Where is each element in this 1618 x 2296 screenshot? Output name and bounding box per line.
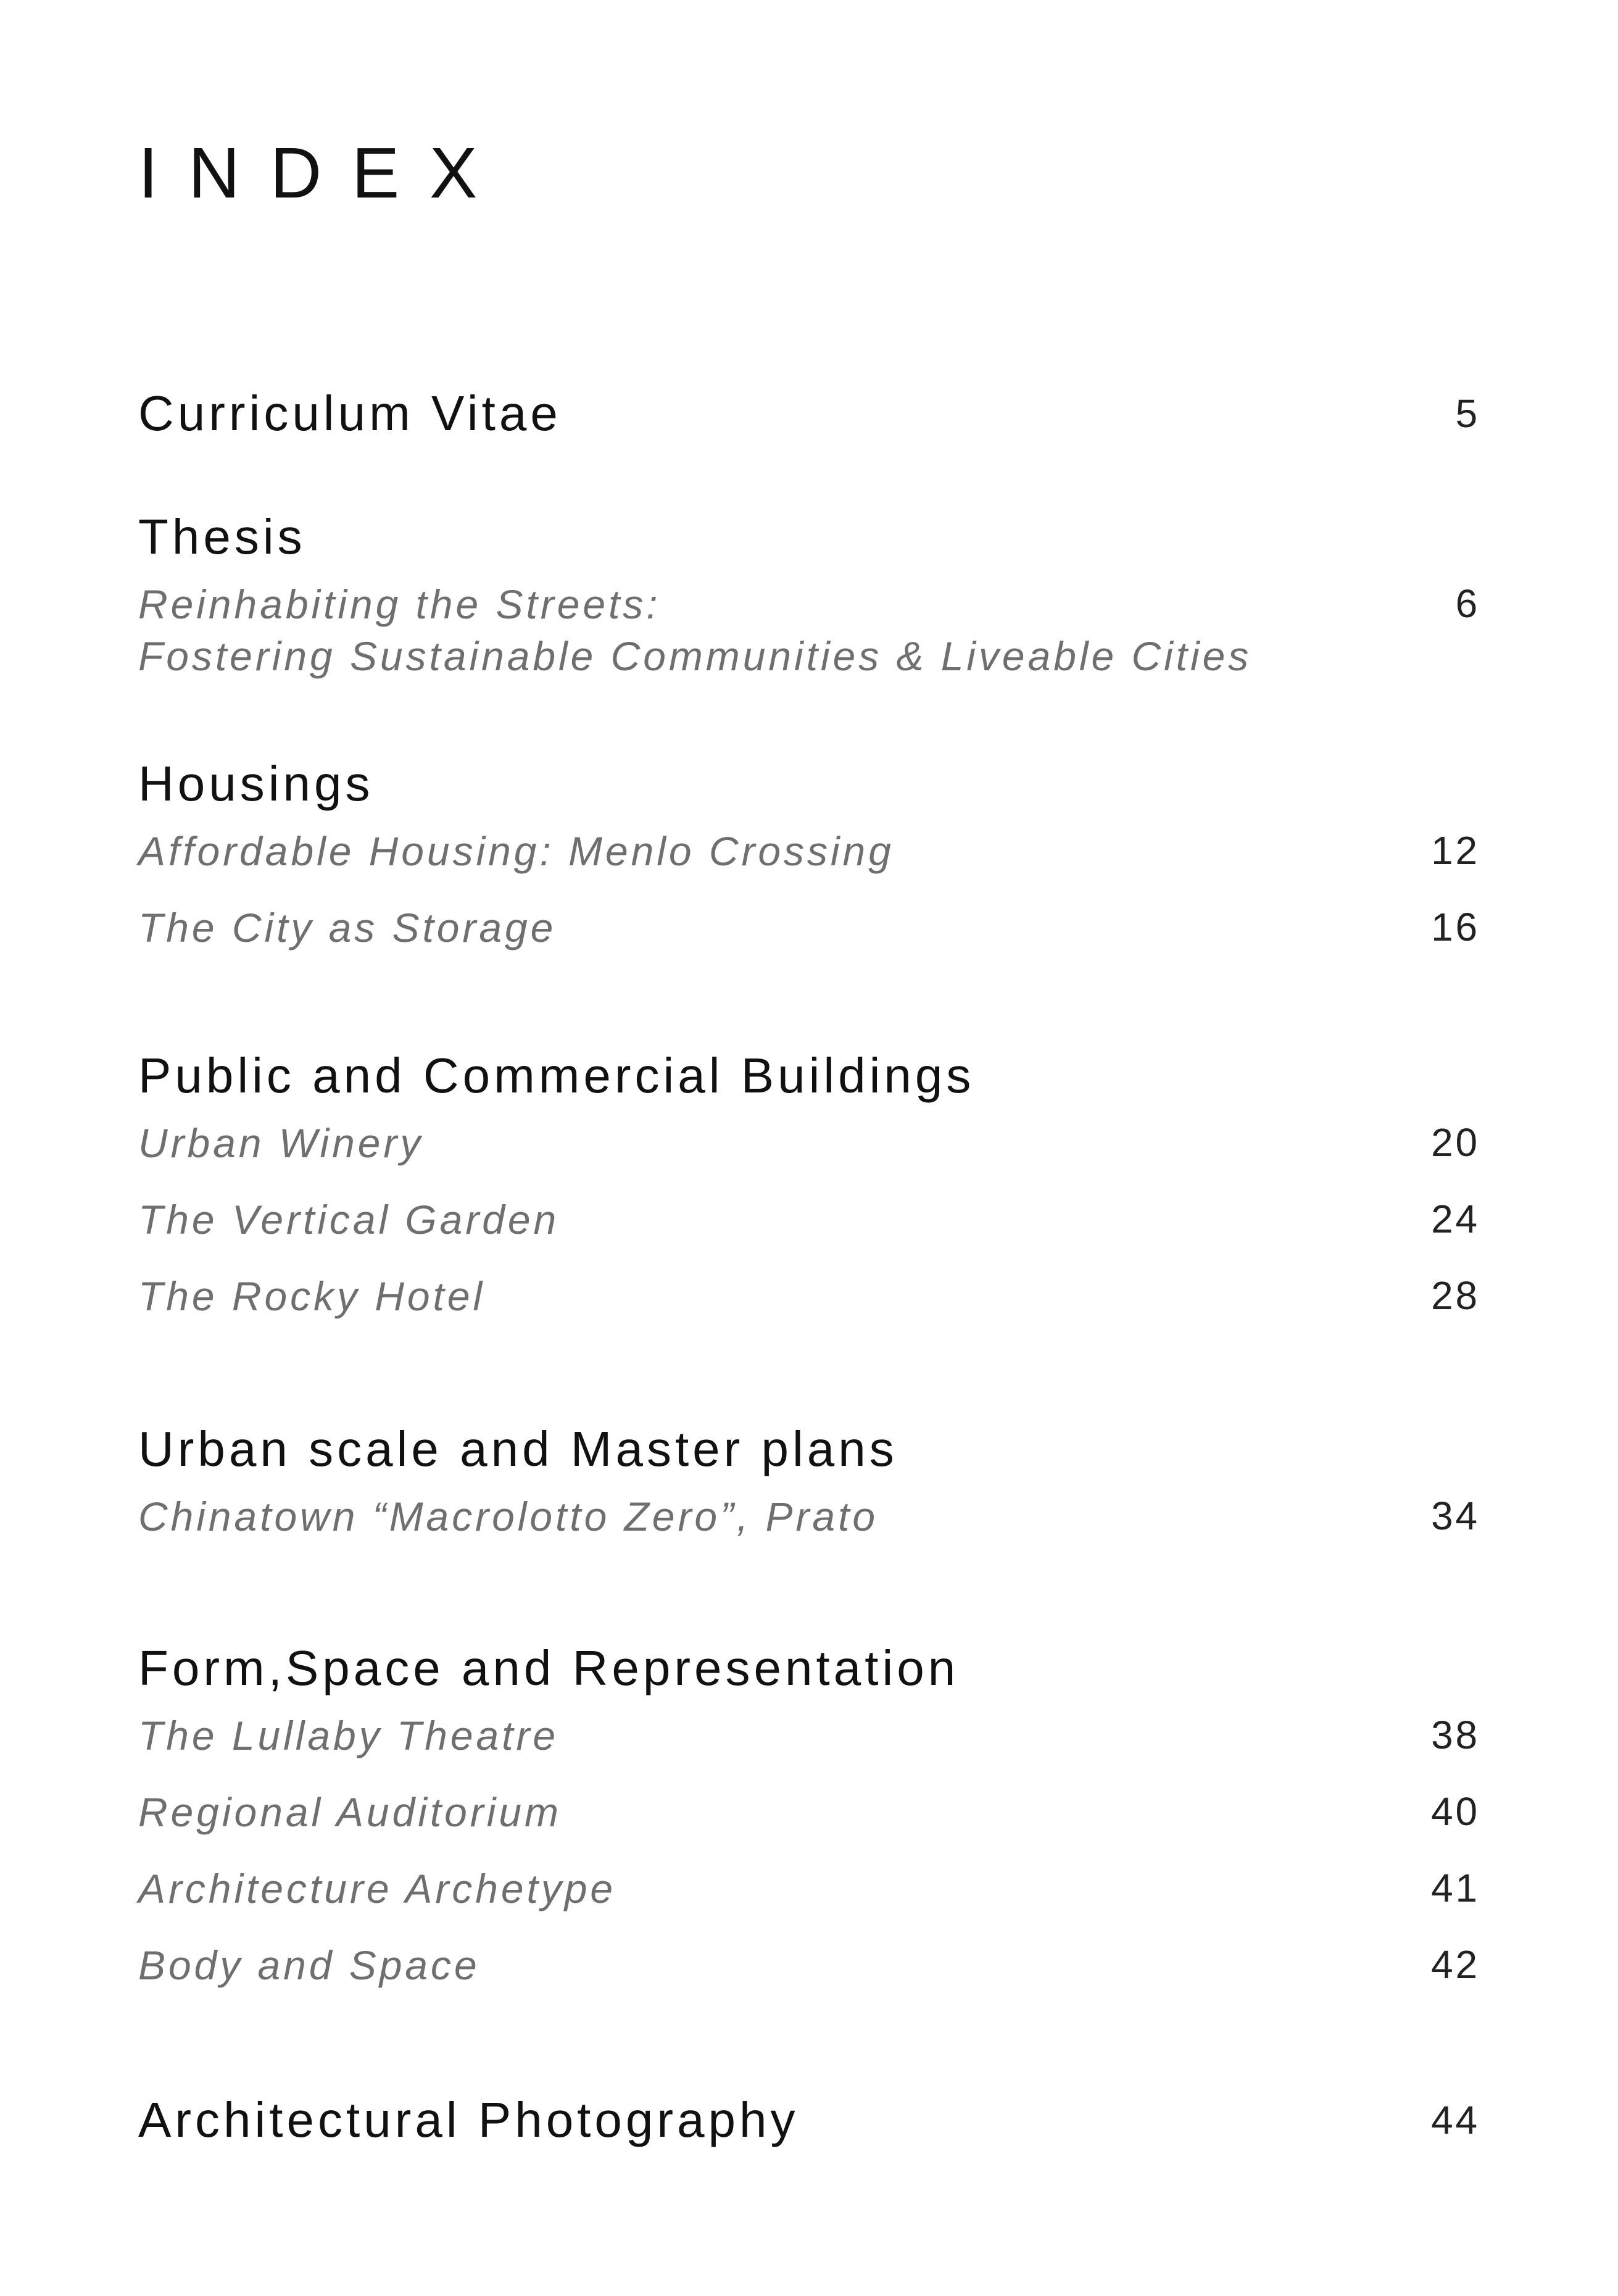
index-entry <box>138 1786 1480 1863</box>
index-entry <box>138 1194 1480 1270</box>
index-entry <box>138 1710 1480 1786</box>
section-title: Housings <box>138 756 374 811</box>
entry-page-number: 24 <box>1431 1197 1480 1241</box>
entry-page-number: 12 <box>1431 828 1480 873</box>
entry-title: The Vertical Garden <box>138 1197 560 1242</box>
section-title: Form,Space and Representation <box>138 1641 960 1695</box>
section-title: Public and Commercial Buildings <box>138 1048 975 1103</box>
section-heading-row <box>138 1634 1480 1702</box>
section-title: Thesis <box>138 509 306 564</box>
entry-page-number: 16 <box>1431 905 1480 949</box>
index-entry <box>138 578 1480 683</box>
entry-page-number: 34 <box>1431 1494 1480 1538</box>
entry-title: Affordable Housing: Menlo Crossing <box>138 828 894 874</box>
section-entries <box>138 1710 1480 2016</box>
entry-title-line: Fostering Sustainable Communities & Liveable Cities <box>138 633 1252 679</box>
section-heading-row <box>138 503 1480 571</box>
section-entries <box>138 578 1480 683</box>
entry-page-number: 28 <box>1431 1273 1480 1318</box>
index-entry <box>138 1863 1480 1939</box>
index-entry <box>138 1117 1480 1194</box>
entry-page-number: 42 <box>1431 1942 1480 1987</box>
entry-title: Urban Winery <box>138 1120 424 1166</box>
index-entry <box>138 1491 1480 1567</box>
entry-title-line: Reinhabiting the Streets: <box>138 581 661 627</box>
section-thesis <box>138 503 1480 683</box>
entry-title: Chinatown “Macrolotto Zero”, Prato <box>138 1494 879 1539</box>
index-entry <box>138 902 1480 978</box>
entry-title: The Rocky Hotel <box>138 1273 486 1319</box>
page-title: INDEX <box>138 133 508 213</box>
entry-page-number: 41 <box>1431 1866 1480 1910</box>
section-title: Architectural Photography <box>138 2092 799 2147</box>
entry-title <box>138 578 1251 682</box>
index-entry <box>138 825 1480 902</box>
section-page-number: 5 <box>1455 391 1480 436</box>
index-entry <box>138 1270 1480 1347</box>
entry-page-number: 38 <box>1431 1713 1480 1757</box>
section-entries <box>138 1491 1480 1567</box>
entry-title: Architecture Archetype <box>138 1866 616 1911</box>
entry-page-number: 20 <box>1431 1120 1480 1165</box>
section-architectural-photography <box>138 2086 1480 2154</box>
section-page-number: 44 <box>1431 2098 1480 2142</box>
entry-title: The Lullaby Theatre <box>138 1713 559 1758</box>
entry-page-number: 40 <box>1431 1789 1480 1834</box>
section-heading-row <box>138 1042 1480 1110</box>
section-heading-row <box>138 380 1480 447</box>
index-entry <box>138 1939 1480 2016</box>
section-form-space <box>138 1634 1480 2016</box>
entry-title: The City as Storage <box>138 905 557 950</box>
section-heading-row <box>138 750 1480 818</box>
section-heading-row <box>138 2086 1480 2154</box>
section-entries <box>138 1117 1480 1347</box>
section-public-commercial <box>138 1042 1480 1347</box>
section-heading-row <box>138 1415 1480 1483</box>
section-urban-scale <box>138 1415 1480 1567</box>
section-title: Urban scale and Master plans <box>138 1421 898 1476</box>
section-title: Curriculum Vitae <box>138 386 562 441</box>
section-housings <box>138 750 1480 978</box>
entry-title: Body and Space <box>138 1942 480 1988</box>
section-entries <box>138 825 1480 978</box>
entry-page-number: 6 <box>1455 581 1480 626</box>
entry-title: Regional Auditorium <box>138 1789 562 1835</box>
section-curriculum-vitae <box>138 380 1480 447</box>
